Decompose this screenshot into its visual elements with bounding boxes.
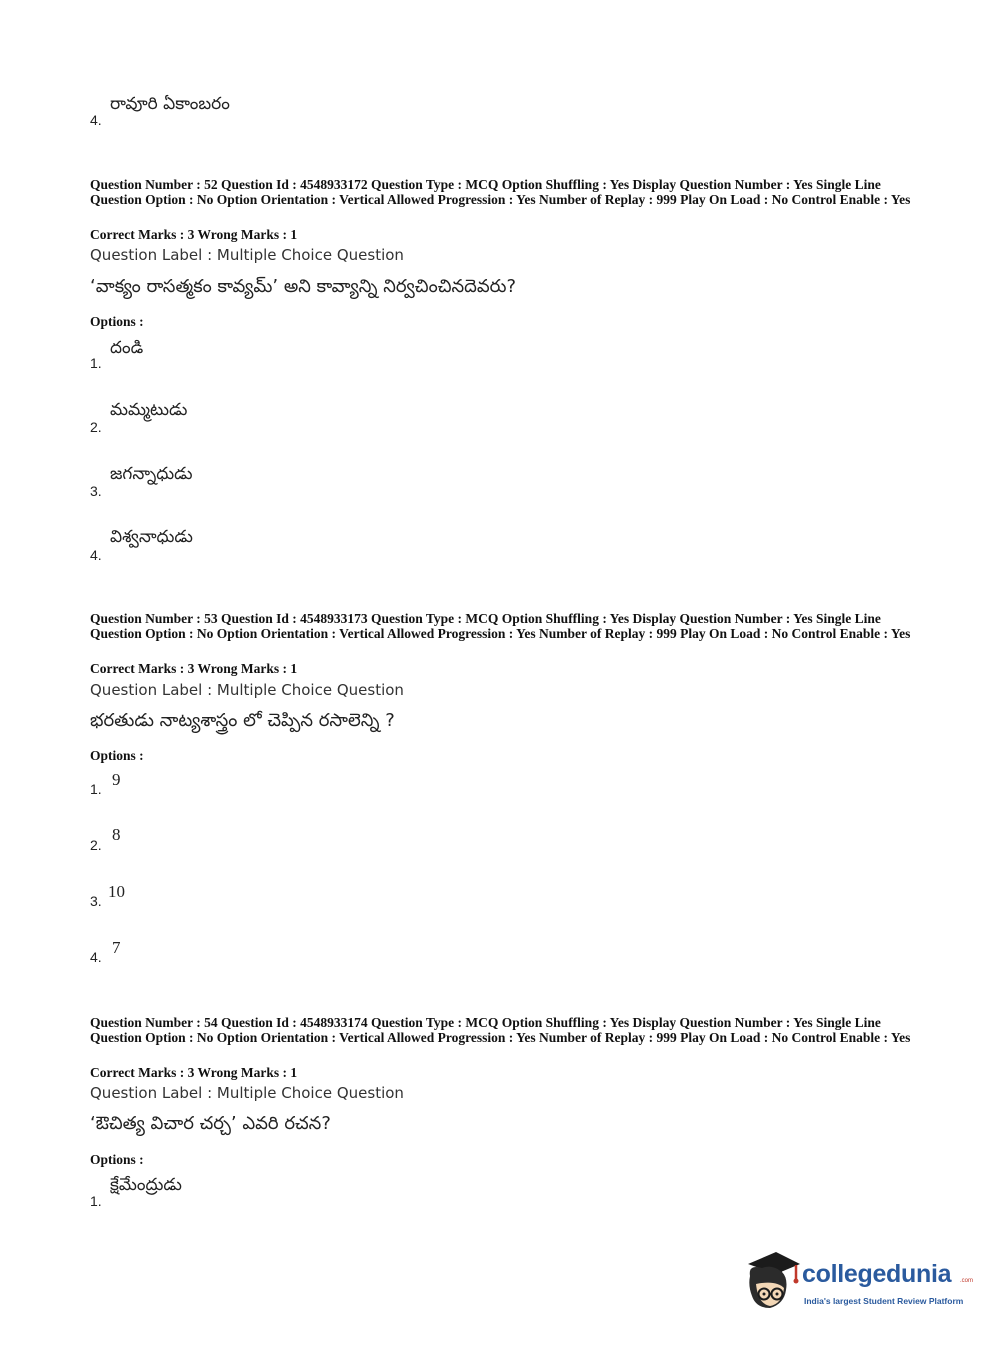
question-53-option-1-number: 1. [90, 781, 102, 797]
question-53-marks: Correct Marks : 3 Wrong Marks : 1 [90, 661, 298, 676]
question-53-option-3-text: 10 [108, 882, 125, 901]
question-52-text: ‘వాక్యం రాసత్మకం కావ్యమ్’ అని కావ్యాన్ని నిర్వచించినదెవరు? [90, 276, 517, 297]
question-53-option-2-text: 8 [112, 825, 121, 844]
question-52-option-1-number: 1. [90, 355, 102, 371]
question-52-label: Question Label : Multiple Choice Question [90, 246, 404, 264]
prev-option-4-text: రావూరి ఏకాంబరం [110, 94, 230, 114]
question-52-option-2-text: మమ్మటుడు [110, 400, 188, 420]
question-52-meta: Question Number : 52 Question Id : 4548933172 Question Type : MCQ Option Shuffling : Yes Display Question Number : Yes Single Line Question Option : No Option Orientation : Vertical Allowed Progression : Yes Number of Replay : 999 Play On Load : No Control Enable : Yes [90, 177, 911, 207]
logo-com-suffix-icon: .com [960, 1278, 974, 1284]
question-54-text: ‘ఔచిత్య విచార చర్చ’ ఎవరి రచన? [90, 1113, 331, 1134]
logo-brand-text: collegedunia [802, 1260, 952, 1288]
question-54-marks: Correct Marks : 3 Wrong Marks : 1 [90, 1065, 298, 1080]
mascot-icon [742, 1250, 802, 1316]
question-53-options-heading: Options : [90, 748, 144, 763]
logo-tagline: India's largest Student Review Platform [804, 1296, 964, 1306]
question-52-option-3-text: జగన్నాధుడు [110, 464, 193, 484]
question-52-option-3-number: 3. [90, 483, 102, 499]
question-52-options-heading: Options : [90, 314, 144, 329]
question-54-options-heading: Options : [90, 1152, 144, 1167]
question-53-option-1-text: 9 [112, 770, 121, 789]
question-54-option-1-number: 1. [90, 1193, 102, 1209]
prev-option-4-number: 4. [90, 112, 102, 128]
question-53-option-4-text: 7 [112, 938, 121, 957]
question-52-option-4-number: 4. [90, 547, 102, 563]
question-52-marks: Correct Marks : 3 Wrong Marks : 1 [90, 227, 298, 242]
question-52-option-2-number: 2. [90, 419, 102, 435]
question-53-text: భరతుడు నాట్యశాస్త్రం లో చెప్పిన రసాలెన్ని ? [90, 710, 395, 731]
question-53-meta: Question Number : 53 Question Id : 4548933173 Question Type : MCQ Option Shuffling : Yes Display Question Number : Yes Single Line Question Option : No Option Orientation : Vertical Allowed Progression : Yes Number of Replay : 999 Play On Load : No Control Enable : Yes [90, 611, 911, 641]
question-53-label: Question Label : Multiple Choice Question [90, 681, 404, 699]
collegedunia-logo[interactable] [742, 1250, 972, 1316]
question-53-option-3-number: 3. [90, 893, 102, 909]
question-54-option-1-text: క్షేమేంద్రుడు [110, 1175, 182, 1195]
question-54-meta: Question Number : 54 Question Id : 4548933174 Question Type : MCQ Option Shuffling : Yes Display Question Number : Yes Single Line Question Option : No Option Orientation : Vertical Allowed Progression : Yes Number of Replay : 999 Play On Load : No Control Enable : Yes [90, 1015, 911, 1045]
question-52-option-1-text: దండి [110, 338, 144, 358]
question-52-option-4-text: విశ్వనాధుడు [110, 527, 193, 547]
question-53-option-2-number: 2. [90, 837, 102, 853]
question-54-label: Question Label : Multiple Choice Question [90, 1084, 404, 1102]
question-53-option-4-number: 4. [90, 949, 102, 965]
